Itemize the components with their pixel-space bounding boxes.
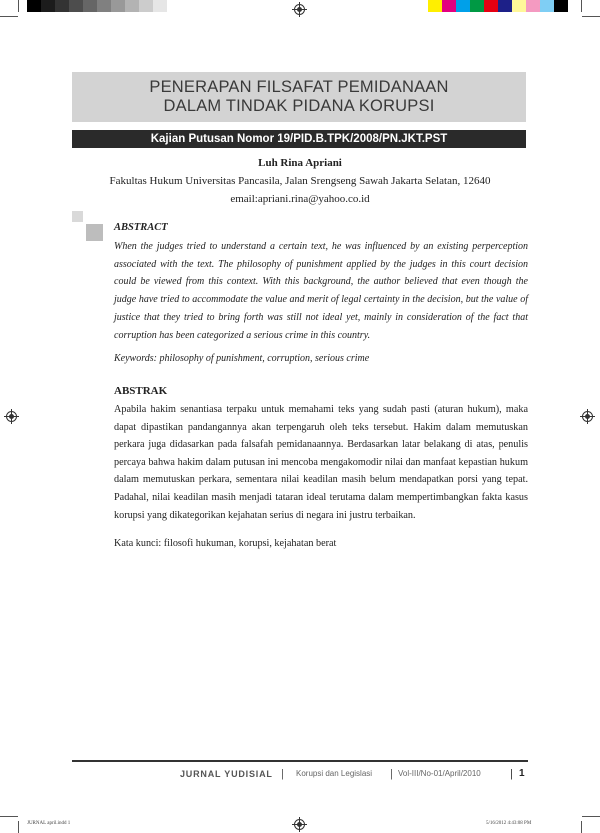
color-calibration-bar — [428, 0, 568, 12]
crop-mark — [0, 816, 18, 817]
decorative-square — [86, 224, 103, 241]
footer-separator: | — [281, 768, 284, 780]
grey-swatch — [41, 0, 55, 12]
print-slug-filename: JURNAL april.indd 1 — [27, 821, 71, 826]
footer-journal-name: JURNAL YUDISIAL — [180, 769, 273, 779]
author-affiliation: Fakultas Hukum Universitas Pancasila, Jalan Srengseng Sawah Jakarta Selatan, 12640 — [109, 175, 491, 187]
grey-swatch — [55, 0, 69, 12]
grey-swatch — [27, 0, 41, 12]
grey-swatch — [97, 0, 111, 12]
crop-mark — [581, 821, 582, 833]
abstrak-keywords: Kata kunci: filosofi hukuman, korupsi, kejahatan berat — [114, 538, 337, 549]
grey-swatch — [167, 0, 181, 12]
article-title — [72, 72, 526, 122]
title-line-2: DALAM TINDAK PIDANA KORUPSI — [163, 97, 435, 115]
grey-swatch — [111, 0, 125, 12]
author-name: Luh Rina Apriani — [258, 157, 342, 169]
footer-volume: Vol-III/No-01/April/2010 — [398, 769, 481, 778]
registration-mark-bottom-icon — [294, 819, 305, 830]
footer-divider — [72, 760, 528, 762]
color-swatch — [428, 0, 442, 12]
color-swatch — [442, 0, 456, 12]
registration-mark-left-icon — [6, 411, 17, 422]
color-swatch — [470, 0, 484, 12]
color-swatch — [456, 0, 470, 12]
grey-swatch — [125, 0, 139, 12]
title-line-1: PENERAPAN FILSAFAT PEMIDANAAN — [149, 78, 449, 96]
decorative-square — [72, 211, 83, 222]
color-swatch — [498, 0, 512, 12]
color-swatch — [484, 0, 498, 12]
abstract-body: When the judges tried to understand a certain text, he was influenced by an existing perperception associated with the text. The philosophy of punishment applied by the judges in this court decision could be viewed from this context. With this background, the author believed that even though the judge have tried to accommodate the value and merit of legal certainty in the decision, but the value of justice that they tried to bring forth was still not ideal yet, mainly in consideration of the fact that corruption has been categorized a serious crime in this country. — [114, 241, 528, 341]
crop-mark — [18, 821, 19, 833]
grey-calibration-bar — [27, 0, 181, 12]
crop-mark — [582, 816, 600, 817]
crop-mark — [582, 16, 600, 17]
registration-mark-right-icon — [582, 411, 593, 422]
author-email: email:apriani.rina@yahoo.co.id — [230, 193, 370, 205]
color-swatch — [554, 0, 568, 12]
article-subtitle: Kajian Putusan Nomor 19/PID.B.TPK/2008/PN.JKT.PST — [72, 130, 526, 148]
abstract-keywords: Keywords: philosophy of punishment, corruption, serious crime — [114, 353, 370, 364]
print-slug-timestamp: 5/16/2012 4:43:08 PM — [486, 821, 532, 826]
footer-separator: | — [390, 768, 393, 780]
abstrak-body: Apabila hakim senantiasa terpaku untuk memahami teks yang sudah pasti (aturan hukum), maka dapat dipastikan pandangannya akan terpengaruh oleh teks tersebut. Hakim dalam memutuskan perkara juga didasarkan pada falsafah pemidanaannya. Berdasarkan latar belakang di atas, penulis percaya bahwa hakim dalam putusan ini mencoba mengakomodir nilai dan manfaat kepastian hukum dalam memutuskan perkara, sementara nilai keadilan masih belum mendapatkan porsi yang tepat. Padahal, nilai keadilan masih menjadi tataran ideal terutama dalam mempertimbangkan fakta kasus korupsi yang dikategorikan kejahatan serius di negara ini justru terbaikan. — [114, 404, 528, 521]
abstrak-heading: ABSTRAK — [114, 385, 168, 397]
color-swatch — [540, 0, 554, 12]
registration-mark-top-icon — [294, 4, 305, 15]
grey-swatch — [69, 0, 83, 12]
color-swatch — [512, 0, 526, 12]
crop-mark — [18, 0, 19, 12]
grey-swatch — [139, 0, 153, 12]
color-swatch — [526, 0, 540, 12]
crop-mark — [581, 0, 582, 12]
page-number: 1 — [519, 768, 525, 779]
footer-topic: Korupsi dan Legislasi — [296, 769, 373, 778]
crop-mark — [0, 16, 18, 17]
footer-separator: | — [510, 768, 513, 780]
abstract-heading: ABSTRACT — [114, 222, 168, 233]
page-footer — [0, 767, 528, 781]
grey-swatch — [83, 0, 97, 12]
grey-swatch — [153, 0, 167, 12]
